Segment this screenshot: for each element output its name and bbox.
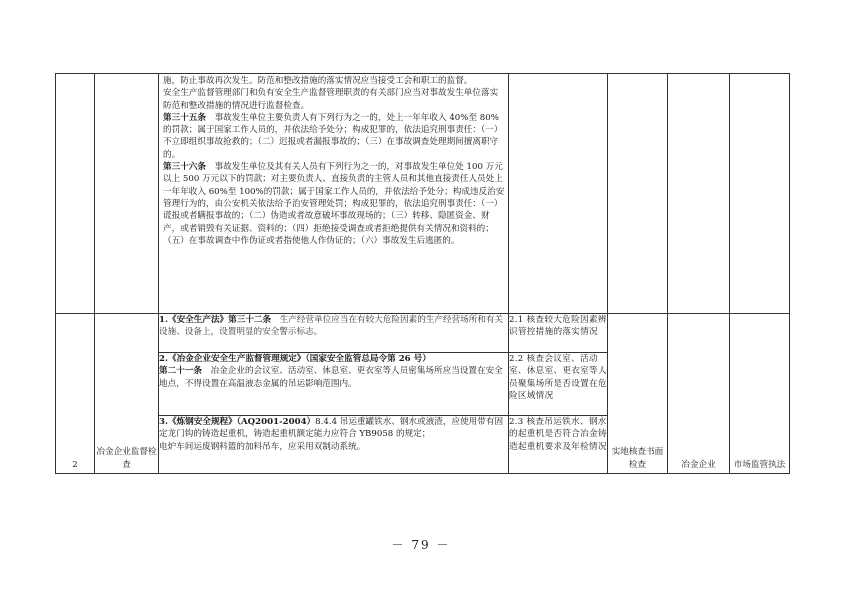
law-item-3-title: 3.《炼钢安全规程》（AQ2001-2004） [159, 417, 316, 427]
law-item-2 [159, 353, 509, 416]
continued-line-2: 安全生产监督管理部门和负有安全生产监督管理职责的有关部门应当对事故发生单位落实防范和整改措施的情况进行监督检查。 [163, 88, 499, 111]
row-category: 冶金企业监督检查 [95, 314, 159, 474]
law-item-2-text: 冶金企业的会议室、活动室、休息室、更衣室等人员密集场所应当设置在安全地点，不得设置在高温液态金属的吊运影响范围内。 [159, 366, 503, 389]
table-row-item-1 [56, 314, 790, 353]
row-dept: 市场监管执法 [730, 314, 790, 474]
cell-check-empty [509, 74, 608, 314]
check-item-3: 2.3 核查吊运铁水、钢水的起重机是否符合冶金铸造起重机要求及年检情况 [509, 416, 608, 474]
cell-index-empty [56, 74, 95, 314]
law-item-1 [159, 314, 509, 353]
article-36 [163, 161, 505, 247]
law-item-1-text: 生产经营单位应当在有较大危险因素的生产经营场所和有关设施、设备上，设置明显的安全警示标志。 [159, 315, 504, 338]
check-item-2: 2.2 核查会议室、活动室、休息室、更衣室等人员聚集场所是否设置在危险区域情况 [509, 353, 608, 416]
row-method: 实地核查书面检查 [608, 314, 668, 474]
cell-category-empty [95, 74, 159, 314]
article-36-text: 事故发生单位及其有关人员有下列行为之一的，对事故发生单位处 100 万元以上 500 万元以下的罚款；对主要负责人、直接负责的主管人员和其他直接责任人员处上一年年收入 60%至 100%的罚款；属于国家工作人员的，并依法给予处分；构成违反治安管理行为的，由公安机关依法给予治安管理处罚；构成犯罪的，依法追究刑事责任：（一）谎报或者瞒报事故的；（二）伪造或者故意破坏事故现场的；（三）转移、隐匿资金、财产，或者销毁有关证据、资料的；（四）拒绝接受调查或者拒绝提供有关情况和资料的；（五）在事故调查中作伪证或者指使他人作伪证的；（六）事故发生后逃匿的。 [163, 162, 505, 246]
page-number: － 79 － [391, 538, 451, 552]
law-item-3-text-2: 电炉车间运废钢料篮的加料吊车，应采用双制动系统。 [159, 441, 366, 452]
check-item-1: 2.1 核查较大危险因素辨识管控措施的落实情况 [509, 314, 608, 353]
cell-dept-empty [730, 74, 790, 314]
cell-method-empty [608, 74, 668, 314]
cell-law-continued [159, 74, 509, 314]
table-row-continued [56, 74, 790, 314]
row-index: 2 [56, 314, 95, 474]
cell-target-empty [668, 74, 730, 314]
law-item-1-title: 1.《安全生产法》第三十二条 [159, 315, 272, 325]
article-35-title: 第三十五条 [163, 112, 206, 123]
row-target: 冶金企业 [668, 314, 730, 474]
law-item-2-sub: 第二十一条 [159, 366, 202, 377]
law-item-3-text: 8.4.4 吊运重罐铁水、钢水或液渣，应使用带有固定龙门钩的铸造起重机，铸造起重机额定能力应符合 YB9058 的规定； [159, 417, 504, 440]
law-item-2-title: 2.《冶金企业安全生产监督管理规定》（国家安全监管总局令第 26 号） [159, 354, 431, 364]
continued-line-1: 施，防止事故再次发生。防范和整改措施的落实情况应当接受工会和职工的监督。 [163, 76, 473, 86]
article-36-title: 第三十六条 [163, 162, 206, 173]
inspection-table [55, 73, 790, 474]
article-35 [163, 112, 505, 161]
article-35-text: 事故发生单位主要负责人有下列行为之一的，处上一年年收入 40%至 80%的罚款；属于国家工作人员的，并依法给予处分；构成犯罪的，依法追究刑事责任：（一）不立即组织事故抢救的；（二）迟报或者漏报事故的；（三）在事故调查处理期间擅离职守的。 [163, 112, 503, 160]
law-item-3 [159, 416, 509, 474]
